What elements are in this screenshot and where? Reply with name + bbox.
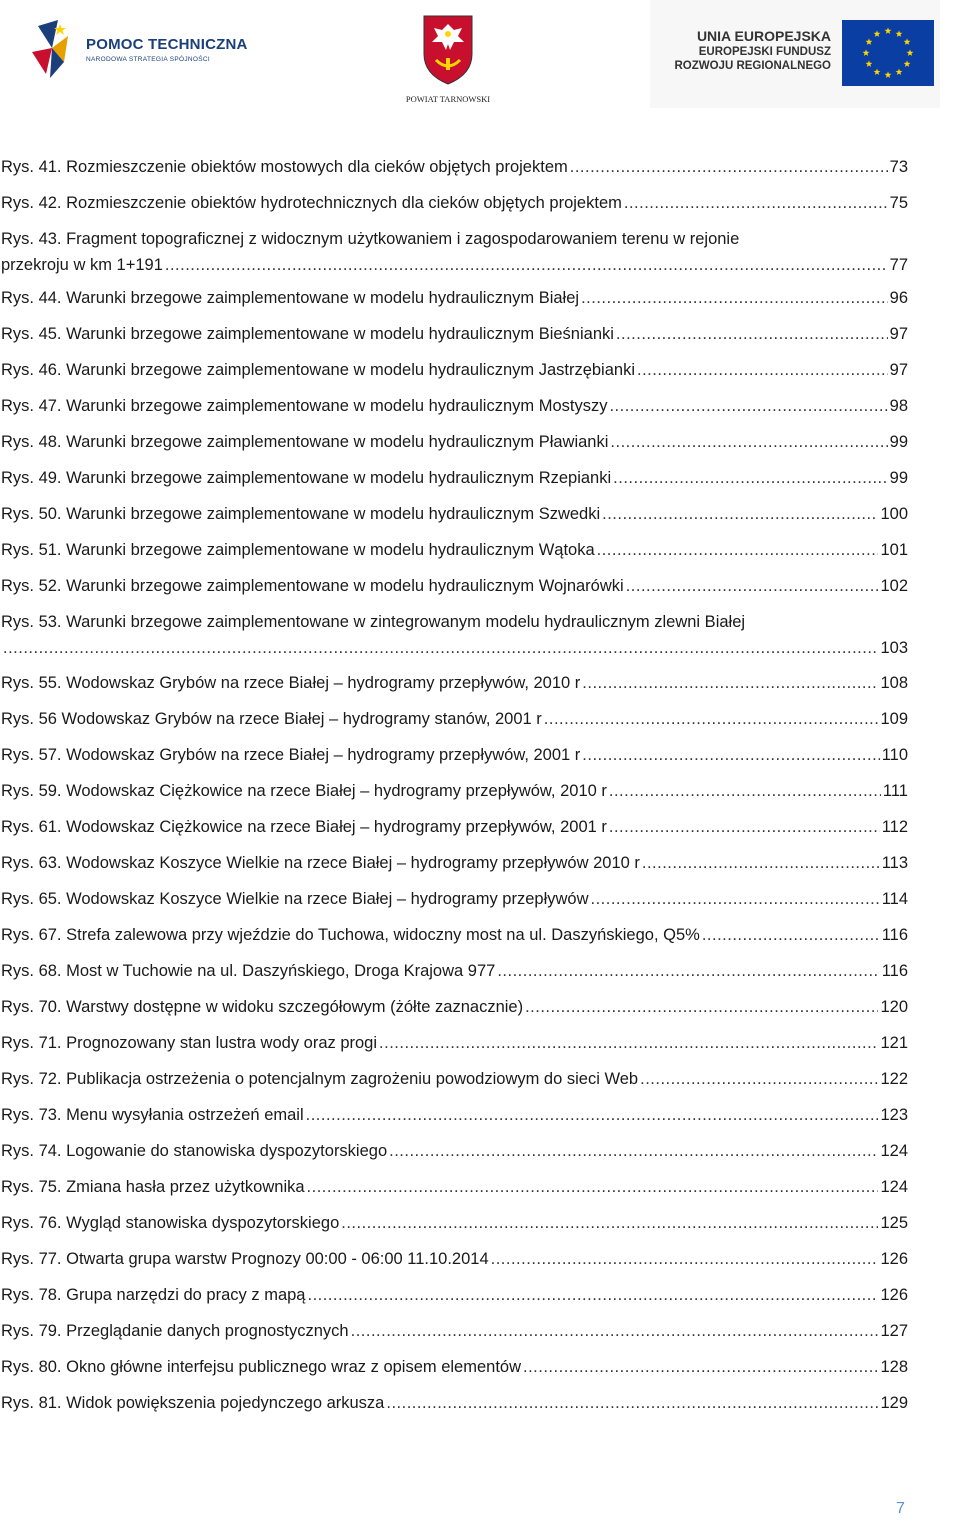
toc-entry-text: Rys. 70. Warstwy dostępne w widoku szczegółowym (żółte zaznacznie) (1, 998, 524, 1016)
toc-page-number: 116 (881, 962, 908, 980)
toc-page-number: 127 (880, 1322, 908, 1340)
dot-leader (613, 467, 887, 489)
toc-page-number: 112 (881, 818, 908, 836)
toc-entry-text: Rys. 77. Otwarta grupa warstw Prognozy 00:00 - 06:00 11.10.2014 (1, 1250, 489, 1268)
dot-leader (379, 1032, 878, 1054)
page-header (0, 0, 960, 110)
toc-entry[interactable] (1, 708, 908, 730)
dot-leader (591, 888, 880, 910)
dot-leader (702, 924, 880, 946)
toc-page-number: 125 (880, 1214, 908, 1232)
toc-entry-text: Rys. 68. Most w Tuchowie na ul. Daszyńskiego, Droga Krajowa 977 (1, 962, 496, 980)
powiat-logo (392, 14, 504, 106)
toc-entry[interactable] (1, 287, 908, 309)
toc-entry[interactable] (1, 1356, 908, 1378)
toc-entry[interactable] (1, 359, 908, 381)
toc-entry[interactable] (1, 1248, 908, 1270)
toc-page-number: 109 (880, 710, 908, 728)
toc-entry[interactable] (1, 503, 908, 525)
toc-entry[interactable] (1, 672, 908, 694)
toc-page-number: 121 (880, 1034, 908, 1052)
toc-entry-text: Rys. 81. Widok powiększenia pojedynczego arkusza (1, 1394, 385, 1412)
toc-entry-text: Rys. 51. Warunki brzegowe zaimplementowane w modelu hydraulicznym Wątoka (1, 541, 595, 559)
pomoc-techniczna-logo (28, 18, 248, 80)
toc-entry[interactable] (1, 960, 908, 982)
toc-page-number: 110 (881, 746, 908, 764)
toc-page-number: 123 (880, 1106, 908, 1124)
dot-leader (389, 1140, 878, 1162)
dot-leader (609, 395, 887, 417)
toc-entry-text: Rys. 53. Warunki brzegowe zaimplementowane w zintegrowanym modelu hydraulicznym zlewni Białej (1, 613, 746, 631)
toc-page-number: 124 (880, 1142, 908, 1160)
toc-entry-text: Rys. 79. Przeglądanie danych prognostycznych (1, 1322, 349, 1340)
dot-leader (491, 1248, 879, 1270)
toc-entry-text: Rys. 63. Wodowskaz Koszyce Wielkie na rzece Białej – hydrogramy przepływów 2010 r (1, 854, 640, 872)
toc-entry[interactable] (1, 431, 908, 453)
toc-page-number: 98 (889, 397, 908, 415)
dot-leader (307, 1284, 878, 1306)
dot-leader (626, 575, 879, 597)
toc-page-number: 114 (881, 890, 908, 908)
toc-page-number: 116 (881, 926, 908, 944)
toc-entry[interactable] (1, 924, 908, 946)
toc-entry-text: Rys. 41. Rozmieszczenie obiektów mostowych dla cieków objętych projektem (1, 158, 568, 176)
toc-entry[interactable] (1, 1032, 908, 1054)
toc-page-number: 99 (889, 433, 908, 451)
toc-entry[interactable] (1, 888, 908, 910)
toc-entry-text: Rys. 50. Warunki brzegowe zaimplementowane w modelu hydraulicznym Szwedki (1, 505, 601, 523)
toc-entry-text: Rys. 73. Menu wysyłania ostrzeżeń email (1, 1106, 304, 1124)
toc-page-number: 111 (882, 782, 908, 800)
dot-leader (581, 287, 888, 309)
toc-entry[interactable] (1, 637, 908, 659)
toc-entry-text: Rys. 42. Rozmieszczenie obiektów hydrotechnicznych dla cieków objętych projektem (1, 194, 622, 212)
dot-leader (609, 780, 881, 802)
toc-entry-text: Rys. 71. Prognozowany stan lustra wody oraz progi (1, 1034, 378, 1052)
dot-leader (610, 431, 887, 453)
toc-entry-text: Rys. 76. Wygląd stanowiska dyspozytorskiego (1, 1214, 340, 1232)
toc-entry-text: Rys. 43. Fragment topograficznej z widocznym użytkowaniem i zagospodarowaniem terenu w rejonie (1, 230, 740, 248)
toc-entry[interactable] (1, 539, 908, 561)
toc-page-number: 101 (880, 541, 908, 559)
toc-page-number: 103 (880, 639, 908, 657)
toc-page-number: 99 (889, 469, 908, 487)
logo-title: POMOC TECHNICZNA (86, 36, 248, 53)
toc-entry-text: Rys. 52. Warunki brzegowe zaimplementowane w modelu hydraulicznym Wojnarówki (1, 577, 624, 595)
toc-page-number: 126 (880, 1250, 908, 1268)
toc-page-number: 102 (880, 577, 908, 595)
toc-page-number: 97 (889, 325, 908, 343)
toc-entry-text: Rys. 55. Wodowskaz Grybów na rzece Białej – hydrogramy przepływów, 2010 r (1, 674, 581, 692)
dot-leader (386, 1392, 878, 1414)
toc-entry[interactable] (1, 780, 908, 802)
toc-entry[interactable] (1, 1104, 908, 1126)
dot-leader (570, 156, 888, 178)
toc-entry-text: Rys. 45. Warunki brzegowe zaimplementowane w modelu hydraulicznym Bieśnianki (1, 325, 614, 343)
toc-entry-text: Rys. 65. Wodowskaz Koszyce Wielkie na rzece Białej – hydrogramy przepływów (1, 890, 589, 908)
eu-line-3: ROZWOJU REGIONALNEGO (674, 60, 831, 72)
toc-page-number: 126 (880, 1286, 908, 1304)
dot-leader (523, 1356, 878, 1378)
toc-page-number: 75 (889, 194, 908, 212)
toc-entry[interactable] (1, 156, 908, 178)
toc-page-number: 120 (880, 998, 908, 1016)
dot-leader (637, 359, 888, 381)
toc-entry[interactable] (1, 996, 908, 1018)
toc-page-number: 108 (880, 674, 908, 692)
toc-entry[interactable] (1, 467, 908, 489)
toc-entry[interactable] (1, 323, 908, 345)
toc-entry-text: Rys. 67. Strefa zalewowa przy wjeździe do Tuchowa, widoczny most na ul. Daszyńskiego, Q5% (1, 926, 700, 944)
toc-entry[interactable] (1, 254, 908, 276)
toc-entry-text: Rys. 75. Zmiana hasła przez użytkownika (1, 1178, 305, 1196)
eu-flag-icon (842, 20, 934, 86)
logo-subtitle: NARODOWA STRATEGIA SPÓJNOŚCI (86, 56, 210, 63)
dot-leader (497, 960, 879, 982)
dot-leader (616, 323, 888, 345)
toc-entry-text: Rys. 47. Warunki brzegowe zaimplementowane w modelu hydraulicznym Mostyszy (1, 397, 608, 415)
dot-leader (351, 1320, 879, 1342)
toc-entry[interactable] (1, 575, 908, 597)
eu-line-1: UNIA EUROPEJSKA (696, 28, 831, 44)
dot-leader (640, 1068, 878, 1090)
toc-entry[interactable] (1, 1212, 908, 1234)
toc-entry-text: Rys. 56 Wodowskaz Grybów na rzece Białej – hydrogramy stanów, 2001 r (1, 710, 542, 728)
toc-entry-text: Rys. 74. Logowanie do stanowiska dyspozytorskiego (1, 1142, 388, 1160)
dot-leader (3, 637, 878, 659)
toc-entry-text: Rys. 46. Warunki brzegowe zaimplementowane w modelu hydraulicznym Jastrzębianki (1, 361, 635, 379)
toc-entry-text: Rys. 61. Wodowskaz Ciężkowice na rzece Białej – hydrogramy przepływów, 2001 r (1, 818, 607, 836)
toc-page-number: 73 (889, 158, 908, 176)
toc-entry-text: Rys. 44. Warunki brzegowe zaimplementowane w modelu hydraulicznym Białej (1, 289, 580, 307)
toc-entry-text: Rys. 48. Warunki brzegowe zaimplementowane w modelu hydraulicznym Pławianki (1, 433, 609, 451)
dot-leader (609, 816, 880, 838)
toc-entry[interactable] (1, 1392, 908, 1414)
toc-page-number: 97 (889, 361, 908, 379)
toc-entry-text: Rys. 72. Publikacja ostrzeżenia o potencjalnym zagrożeniu powodziowym do sieci Web (1, 1070, 639, 1088)
dot-leader (602, 503, 878, 525)
toc-page-number: 77 (889, 256, 908, 274)
toc-page-number: 100 (880, 505, 908, 523)
dot-leader (341, 1212, 878, 1234)
toc-page-number: 128 (880, 1358, 908, 1376)
toc-entry[interactable] (1, 1068, 908, 1090)
toc-entry[interactable] (1, 1320, 908, 1342)
toc-entry[interactable] (1, 1284, 908, 1306)
powiat-caption: POWIAT TARNOWSKI (405, 94, 491, 104)
dot-leader (597, 539, 879, 561)
toc-page-number: 122 (880, 1070, 908, 1088)
eu-line-2: EUROPEJSKI FUNDUSZ (698, 46, 831, 58)
pomoc-techniczna-mark-icon (28, 18, 80, 80)
toc-entry-text: Rys. 59. Wodowskaz Ciężkowice na rzece Białej – hydrogramy przepływów, 2010 r (1, 782, 607, 800)
toc-entry[interactable] (1, 852, 908, 874)
toc-entry[interactable] (1, 395, 908, 417)
dot-leader (544, 708, 879, 730)
toc-entry[interactable] (1, 744, 908, 766)
eu-logo (650, 0, 940, 108)
dot-leader (582, 672, 878, 694)
toc-page-number: 129 (880, 1394, 908, 1412)
dot-leader (306, 1104, 879, 1126)
toc-entry[interactable] (1, 1176, 908, 1198)
toc-entry-text: przekroju w km 1+191 (1, 256, 163, 274)
toc-page-number: 124 (880, 1178, 908, 1196)
toc-entry[interactable] (1, 816, 908, 838)
toc-entry-text: Rys. 49. Warunki brzegowe zaimplementowane w modelu hydraulicznym Rzepianki (1, 469, 612, 487)
dot-leader (624, 192, 888, 214)
dot-leader (642, 852, 880, 874)
toc-page-number: 96 (889, 289, 908, 307)
dot-leader (307, 1176, 879, 1198)
dot-leader (582, 744, 879, 766)
toc-entry-text: Rys. 78. Grupa narzędzi do pracy z mapą (1, 1286, 306, 1304)
coat-of-arms-icon (422, 14, 474, 86)
dot-leader (525, 996, 878, 1018)
dot-leader (165, 254, 888, 276)
toc-entry-text: Rys. 57. Wodowskaz Grybów na rzece Białej – hydrogramy przepływów, 2001 r (1, 746, 581, 764)
toc-entry[interactable] (1, 192, 908, 214)
toc-entry-text: Rys. 80. Okno główne interfejsu publicznego wraz z opisem elementów (1, 1358, 522, 1376)
toc-entry[interactable] (1, 1140, 908, 1162)
toc-page-number: 113 (881, 854, 908, 872)
page-number: 7 (896, 1500, 905, 1517)
